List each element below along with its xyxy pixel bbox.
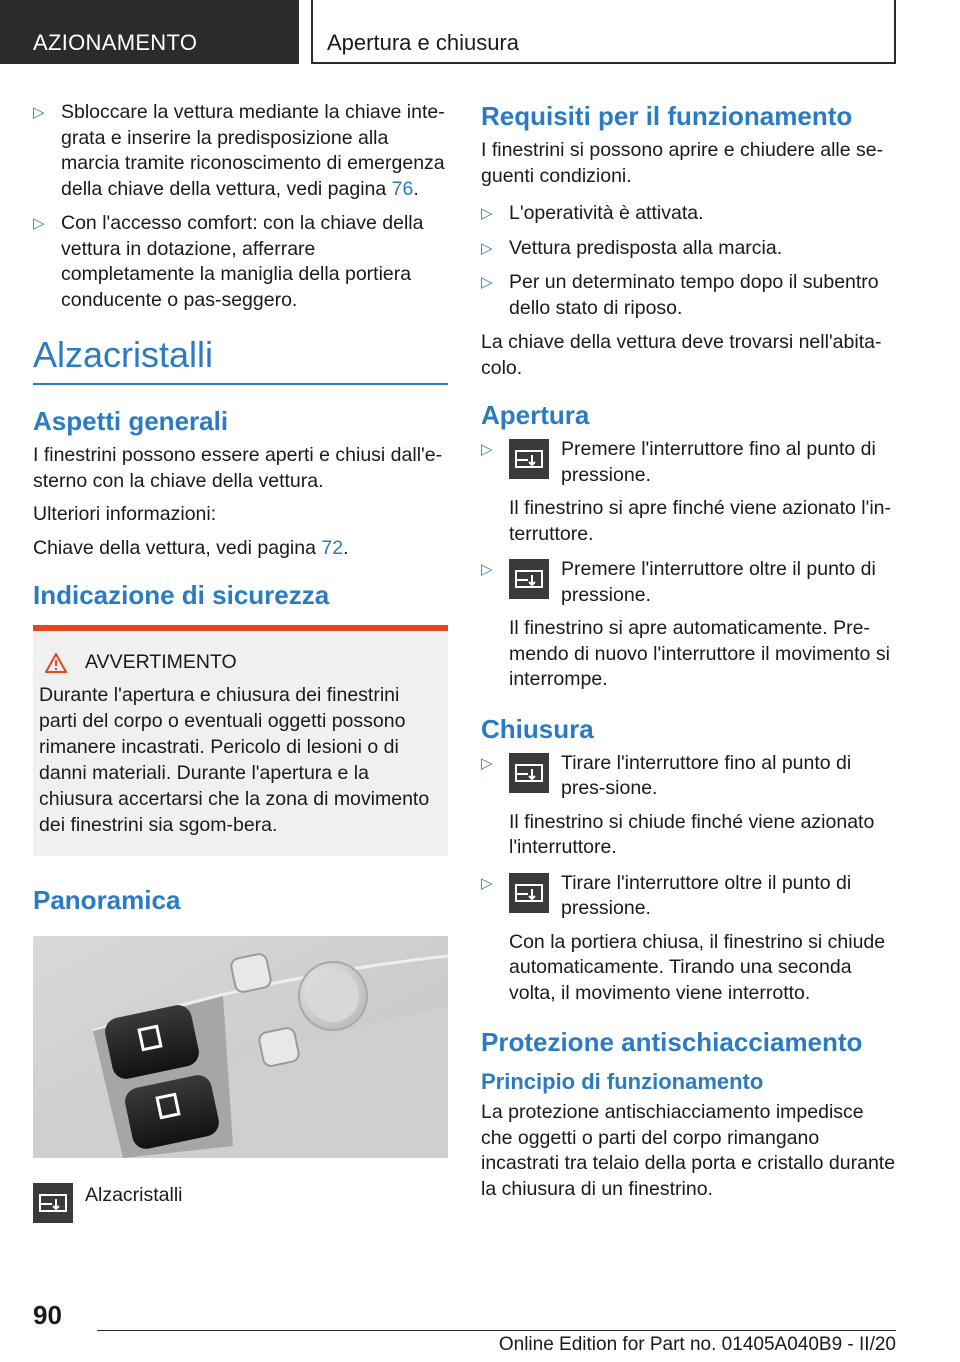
requirements-text: I finestrini si possono aprire e chiudere alle se-guenti condizioni. [481, 139, 884, 187]
antipinch-heading: Protezione antischiacciamento [481, 1027, 863, 1057]
key-reference-tail: . [343, 536, 349, 559]
triangle-right-icon: ▷ [481, 754, 493, 772]
triangle-right-icon: ▷ [481, 441, 493, 458]
list-item [481, 236, 896, 262]
principle-text: La protezione antischiacciamento impedisce che oggetti o parti del corpo rimangano incastrati tra telaio della porta e cristallo durante la chiusura di un finestrino. [481, 1101, 896, 1200]
photo-caption [33, 1183, 448, 1223]
more-info-label: Ulteriori informazioni: [33, 503, 217, 525]
list-item-detail: Con la portiera chiusa, il finestrino si chiude automaticamente. Tirando una seconda volta, il movimento viene interrotto. [509, 930, 886, 1004]
list-item-text: Premere l'interruttore oltre il punto di pressione. [561, 558, 876, 606]
list-item [33, 211, 448, 313]
overview-heading: Panoramica [33, 885, 181, 915]
closing-heading: Chiusura [481, 713, 594, 744]
opening-heading: Apertura [481, 400, 590, 430]
key-reference-text: Chiave della vettura, vedi pagina [33, 536, 322, 559]
key-requirement-text: La chiave della vettura deve trovarsi nell'abita-colo. [481, 331, 882, 379]
list-item [481, 437, 896, 547]
page-number: 90 [33, 1300, 62, 1330]
window-switch-icon [509, 439, 549, 479]
window-switch-photo [33, 936, 448, 1158]
warning-box [33, 625, 448, 856]
warning-title-text: AVVERTIMENTO [85, 651, 237, 673]
window-switch-icon [509, 559, 549, 599]
triangle-right-icon: ▷ [481, 239, 493, 257]
key-reference [33, 536, 448, 562]
window-switch-icon [509, 873, 549, 913]
triangle-right-icon: ▷ [481, 874, 493, 892]
triangle-right-icon: ▷ [481, 274, 493, 291]
window-switch-icon [33, 1183, 73, 1223]
header-chapter-tab [311, 0, 896, 64]
footer-divider [97, 1330, 896, 1331]
right-column [481, 100, 896, 1210]
list-item-text: L'operatività è attivata. [509, 202, 704, 224]
triangle-right-icon: ▷ [481, 561, 493, 578]
principle-heading: Principio di funzionamento [481, 1069, 764, 1094]
list-item-text: Sbloccare la vettura mediante la chiave inte-grata e inserire la predisposizione alla marcia tramite riconoscimento di emergenza della chiave della vettura, vedi pagina [61, 101, 445, 200]
list-item-text: Tirare l'interruttore oltre il punto di pressione. [561, 871, 852, 919]
warning-title [39, 651, 442, 674]
window-switch-icon [509, 753, 549, 793]
list-item-detail: Il finestrino si apre finché viene azionato l'in-terruttore. [509, 497, 892, 545]
list-item-detail: Il finestrino si chiude finché viene azionato l'interruttore. [509, 810, 875, 858]
general-heading: Aspetti generali [33, 406, 229, 436]
list-item [481, 270, 896, 321]
safety-heading: Indicazione di sicurezza [33, 580, 330, 610]
list-item-text: Premere l'interruttore fino al punto di pressione. [561, 438, 876, 486]
footer-edition: Online Edition for Part no. 01405A040B9 - II/20 [498, 1334, 896, 1355]
header-section-tab [0, 0, 299, 64]
warning-triangle-icon [45, 653, 67, 673]
list-item-text: Con l'accesso comfort: con la chiave della vettura in dotazione, afferrare completamente la maniglia della portiera conducente o pas-seggero. [61, 212, 424, 311]
page-link[interactable]: 76 [391, 177, 414, 200]
list-item-tail: . [413, 177, 419, 200]
triangle-right-icon: ▷ [481, 205, 493, 222]
header-chapter-label: Apertura e chiusura [327, 30, 519, 55]
requirements-heading: Requisiti per il funzionamento [481, 101, 853, 131]
warning-body: Durante l'apertura e chiusura dei finestrini parti del corpo o eventuali oggetti possono rimanere incastrati. Pericolo di lesioni o di danni materiali. Durante l'apertura e la chiusura accertarsi che la zona di movimento dei finestrini sia sgom-bera. [39, 684, 430, 836]
caption-text: Alzacristalli [85, 1184, 183, 1206]
left-column [33, 100, 448, 1223]
list-item-text: Vettura predisposta alla marcia. [509, 236, 783, 259]
list-item [481, 751, 896, 861]
list-item [481, 557, 896, 693]
list-item [481, 201, 896, 227]
header-section-label: AZIONAMENTO [33, 30, 198, 55]
triangle-right-icon: ▷ [33, 215, 45, 232]
general-text: I finestrini possono essere aperti e chiusi dall'e-sterno con la chiave della vettura. [33, 444, 443, 492]
list-item [33, 100, 448, 202]
page-link[interactable]: 72 [321, 536, 344, 559]
list-item-text: Tirare l'interruttore fino al punto di pres-sione. [561, 751, 852, 799]
list-item-text: Per un determinato tempo dopo il subentro dello stato di riposo. [509, 271, 879, 319]
list-item [481, 871, 896, 1007]
section-title: Alzacristalli [33, 333, 448, 385]
triangle-right-icon: ▷ [33, 104, 45, 121]
list-item-detail: Il finestrino si apre automaticamente. Pre-mendo di nuovo l'interruttore il movimento si interrompe. [509, 617, 890, 690]
